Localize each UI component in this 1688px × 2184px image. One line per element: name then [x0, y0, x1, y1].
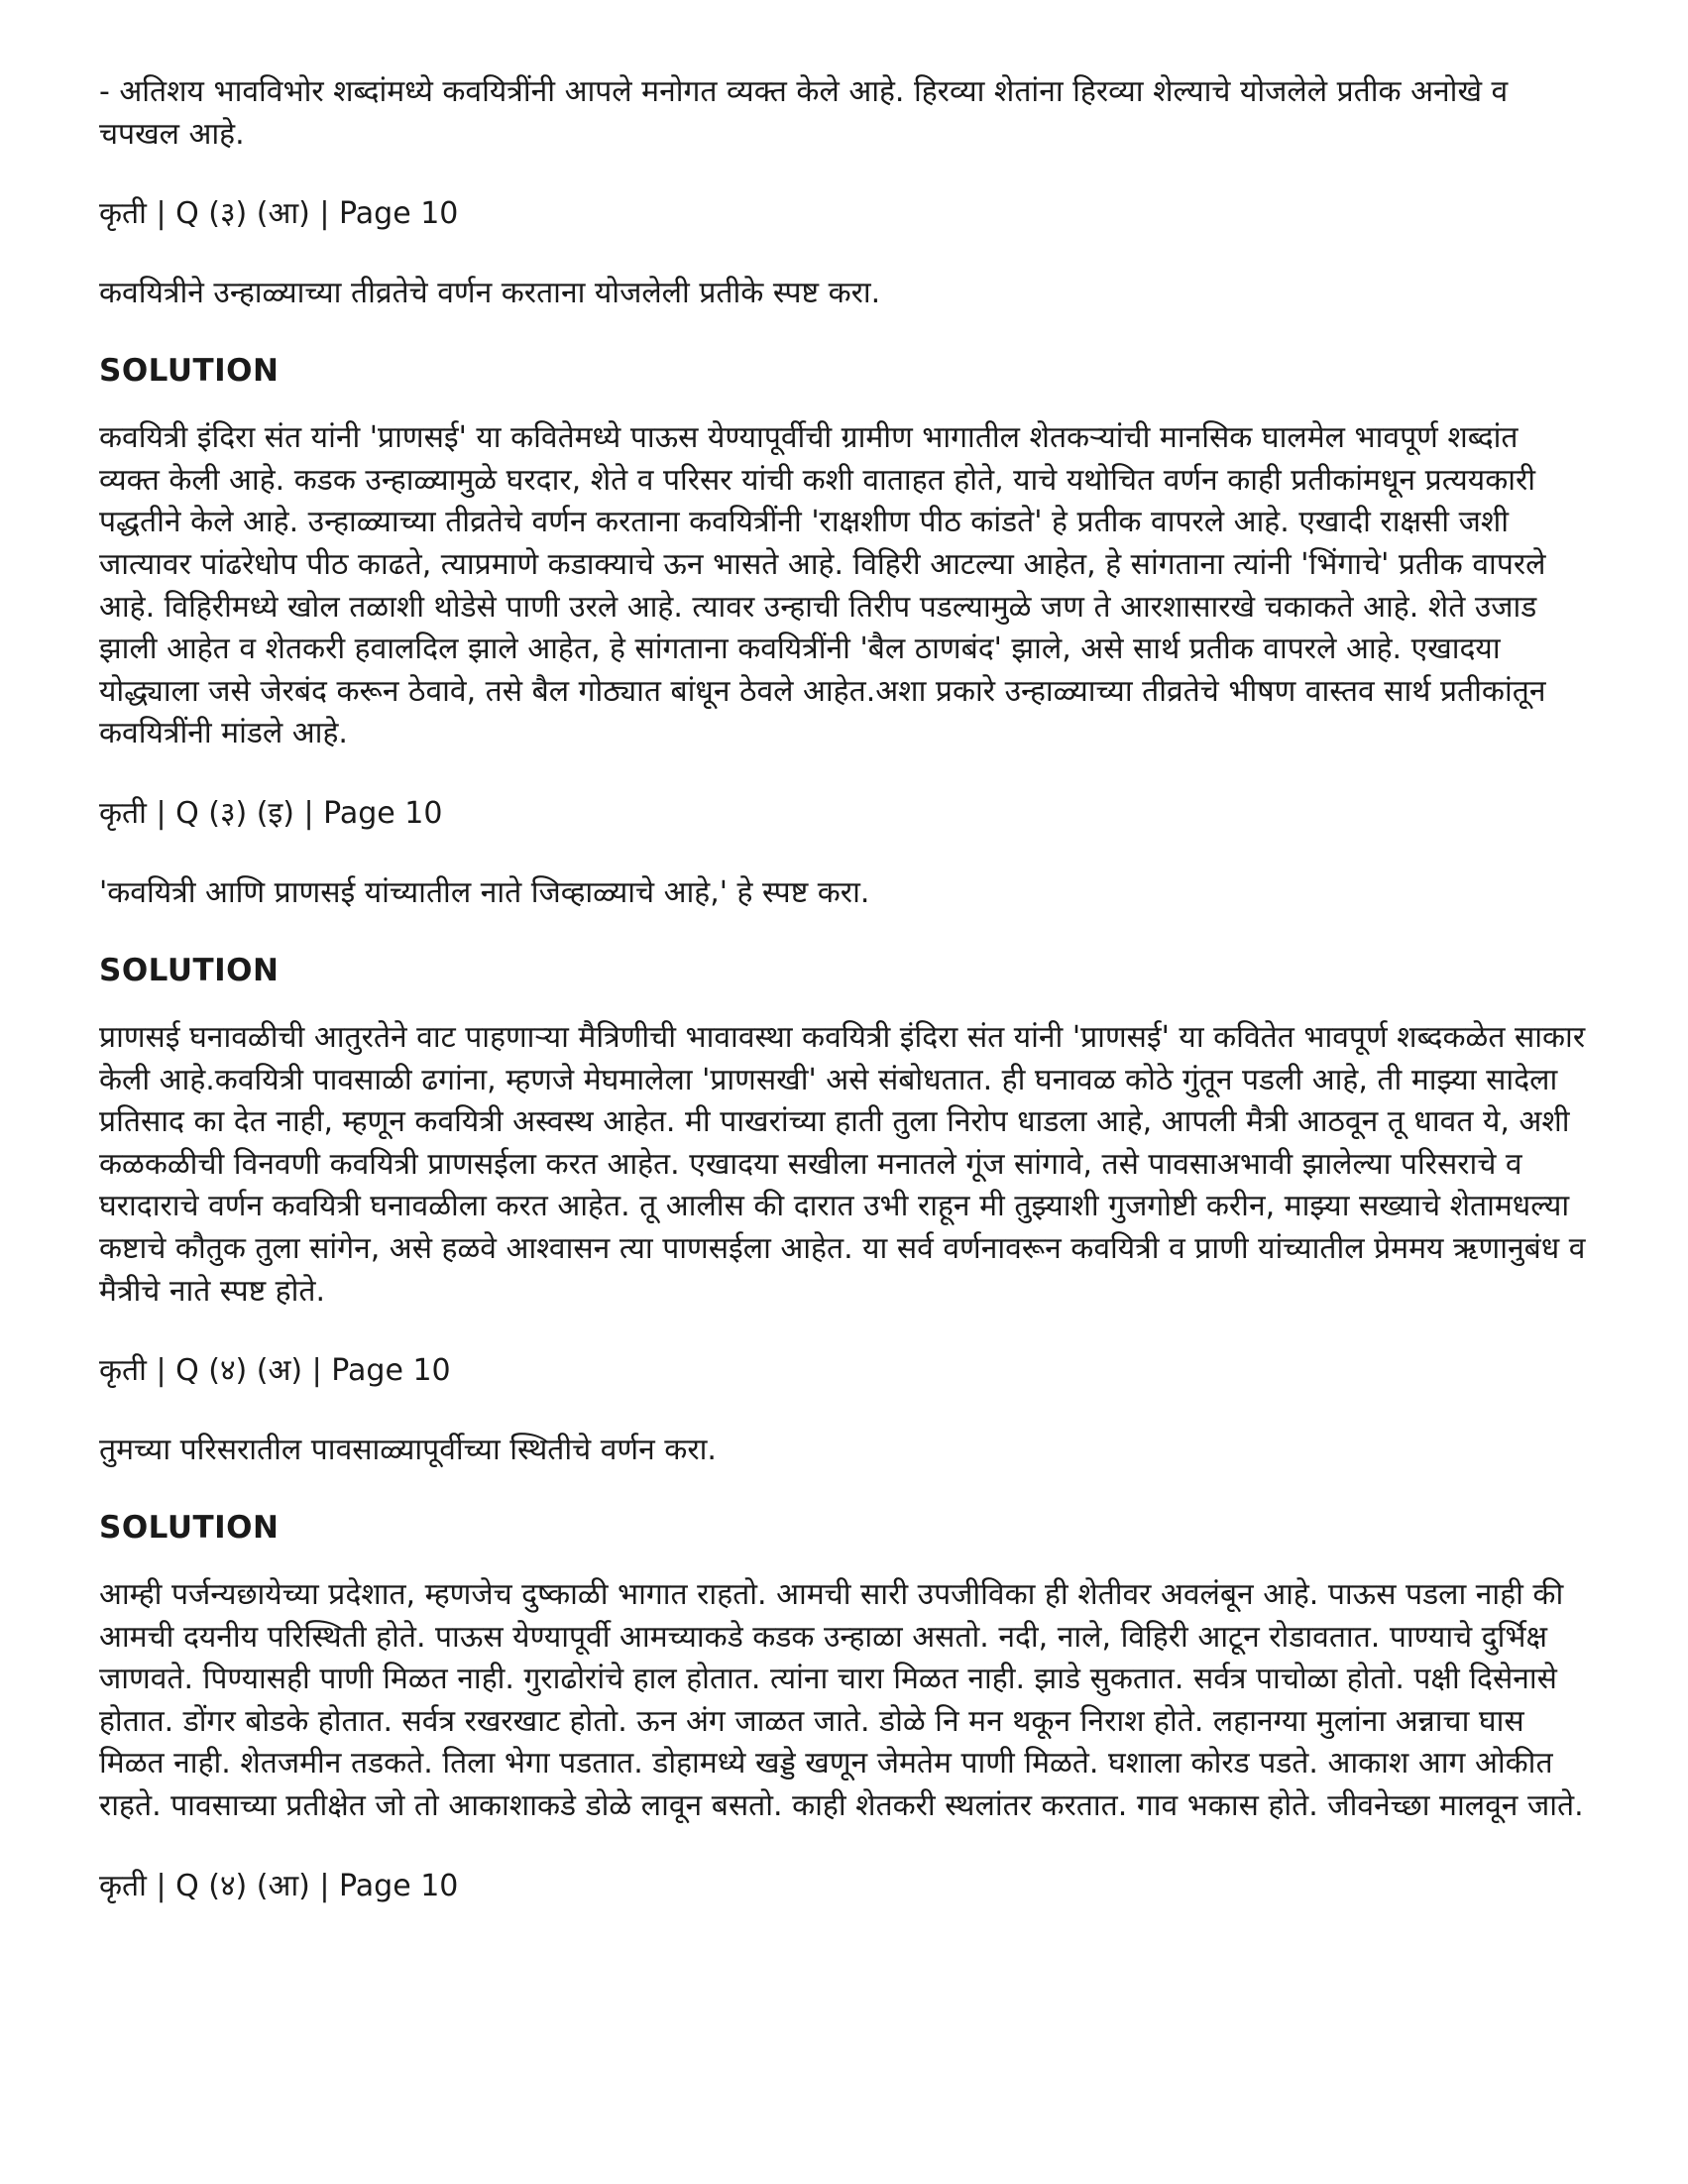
question-reference: कृती | Q (४) (आ) | Page 10 [99, 1868, 459, 1903]
answer-paragraph: कवयित्री इंदिरा संत यांनी 'प्राणसई' या कवितेमध्ये पाऊस येण्यापूर्वीची ग्रामीण भागातील शेतकऱ्यांची मानसिक घालमेल भावपूर्ण शब्दांत व्यक्त केली आहे. कडक उन्हाळ्यामुळे घरदार, शेते व परिसर यांची कशी वाताहत होते, याचे यथोचित वर्णन काही प्रतीकांमधून प्रत्ययकारी पद्धतीने केले आहे. उन्हाळ्याच्या तीव्रतेचे वर्णन करताना कवयित्रींनी 'राक्षशीण पीठ कांडते' हे प्रतीक वापरले आहे. एखादी राक्षसी जशी जात्यावर पांढरेधोप पीठ काढते, त्याप्रमाणे कडाक्याचे ऊन भासते आहे. विहिरी आटल्या आहेत, हे सांगताना त्यांनी 'भिंगाचे' प्रतीक वापरले आहे. विहिरीमध्ये खोल तळाशी थोडेसे पाणी उरले आहे. त्यावर उन्हाची तिरीप पडल्यामुळे जण ते आरशासारखे चकाकते आहे. शेते उजाड झाली आहेत व शेतकरी हवालदिल झाले आहेत, हे सांगताना कवयित्रींनी 'बैल ठाणबंद' झाले, असे सार्थ प्रतीक वापरले आहे. एखादया योद्ध्याला जसे जेरबंद करून ठेवावे, तसे बैल गोठ्यात बांधून ठेवले आहेत.अशा प्रकारे उन्हाळ्याच्या तीव्रतेचे भीषण वास्तव सार्थ प्रतीकांतून कवयित्रींनी मांडले आहे. [99, 420, 1546, 751]
question-reference: कृती | Q (४) (अ) | Page 10 [99, 1353, 451, 1389]
question-reference: कृती | Q (३) (इ) | Page 10 [99, 795, 443, 831]
solution-heading: SOLUTION [99, 353, 280, 390]
answer-paragraph: प्राणसई घनावळीची आतुरतेने वाट पाहणाऱ्या मैत्रिणीची भावावस्था कवयित्री इंदिरा संत यांनी 'प्राणसई' या कवितेत भावपूर्ण शब्दकळेत साकार केली आहे.कवयित्री पावसाळी ढगांना, म्हणजे मेघमालेला 'प्राणसखी' असे संबोधतात. ही घनावळ कोठे गुंतून पडली आहे, ती माझ्या सादेला प्रतिसाद का देत नाही, म्हणून कवयित्री अस्वस्थ आहेत. मी पाखरांच्या हाती तुला निरोप धाडला आहे, आपली मैत्री आठवून तू धावत ये, अशी कळकळीची विनवणी कवयित्री प्राणसईला करत आहेत. एखादया सखीला मनातले गूंज सांगावे, तसे पावसाअभावी झालेल्या परिसराचे व घरादाराचे वर्णन कवयित्री घनावळीला करत आहेत. तू आलीस की दारात उभी राहून मी तुझ्याशी गुजगोष्टी करीन, माझ्या सख्याचे शेतामधल्या कष्टाचे कौतुक तुला सांगेन, असे हळवे आश्वासन त्या पाणसईला आहेत. या सर्व वर्णनावरून कवयित्री व प्राणी यांच्यातील प्रेममय ऋणानुबंध व मैत्रीचे नाते स्पष्ट होते. [99, 1019, 1586, 1309]
document-page [99, 71, 1586, 1907]
question-text: 'कवयित्री आणि प्राणसई यांच्यातील नाते जिव्हाळ्याचे आहे,' हे स्पष्ट करा. [99, 874, 870, 910]
question-text: कवयित्रीने उन्हाळ्याच्या तीव्रतेचे वर्णन करताना योजलेली प्रतीके स्पष्ट करा. [99, 276, 881, 311]
solution-heading: SOLUTION [99, 952, 280, 988]
question-text: तुमच्या परिसरातील पावसाळ्यापूर्वीच्या स्थितीचे वर्णन करा. [99, 1433, 717, 1468]
answer-paragraph: आम्ही पर्जन्यछायेच्या प्रदेशात, म्हणजेच दुष्काळी भागात राहतो. आमची सारी उपजीविका ही शेतीवर अवलंबून आहे. पाऊस पडला नाही की आमची दयनीय परिस्थिती होते. पाऊस येण्यापूर्वी आमच्याकडे कडक उन्हाळा असतो. नदी, नाले, विहिरी आटून रोडावतात. पाण्याचे दुर्भिक्ष जाणवते. पिण्यासही पाणी मिळत नाही. गुराढोरांचे हाल होतात. त्यांना चारा मिळत नाही. झाडे सुकतात. सर्वत्र पाचोळा होतो. पक्षी दिसेनासे होतात. डोंगर बोडके होतात. सर्वत्र रखरखाट होतो. ऊन अंग जाळत जाते. डोळे नि मन थकून निराश होते. लहानग्या मुलांना अन्नाचा घास मिळत नाही. शेतजमीन तडकते. तिला भेगा पडतात. डोहामध्ये खड्डे खणून जेमतेम पाणी मिळते. घशाला कोरड पडते. आकाश आग ओकीत राहते. पावसाच्या प्रतीक्षेत जो तो आकाशाकडे डोळे लावून बसतो. काही शेतकरी स्थलांतर करतात. गाव भकास होते. जीवनेच्छा मालवून जाते. [99, 1577, 1584, 1824]
answer-paragraph: - अतिशय भावविभोर शब्दांमध्ये कवयित्रींनी आपले मनोगत व्यक्त केले आहे. हिरव्या शेतांना हिरव्या शेल्याचे योजलेले प्रतीक अनोखे व चपखल आहे. [99, 74, 1509, 152]
question-reference: कृती | Q (३) (आ) | Page 10 [99, 196, 459, 232]
solution-heading: SOLUTION [99, 1510, 280, 1547]
